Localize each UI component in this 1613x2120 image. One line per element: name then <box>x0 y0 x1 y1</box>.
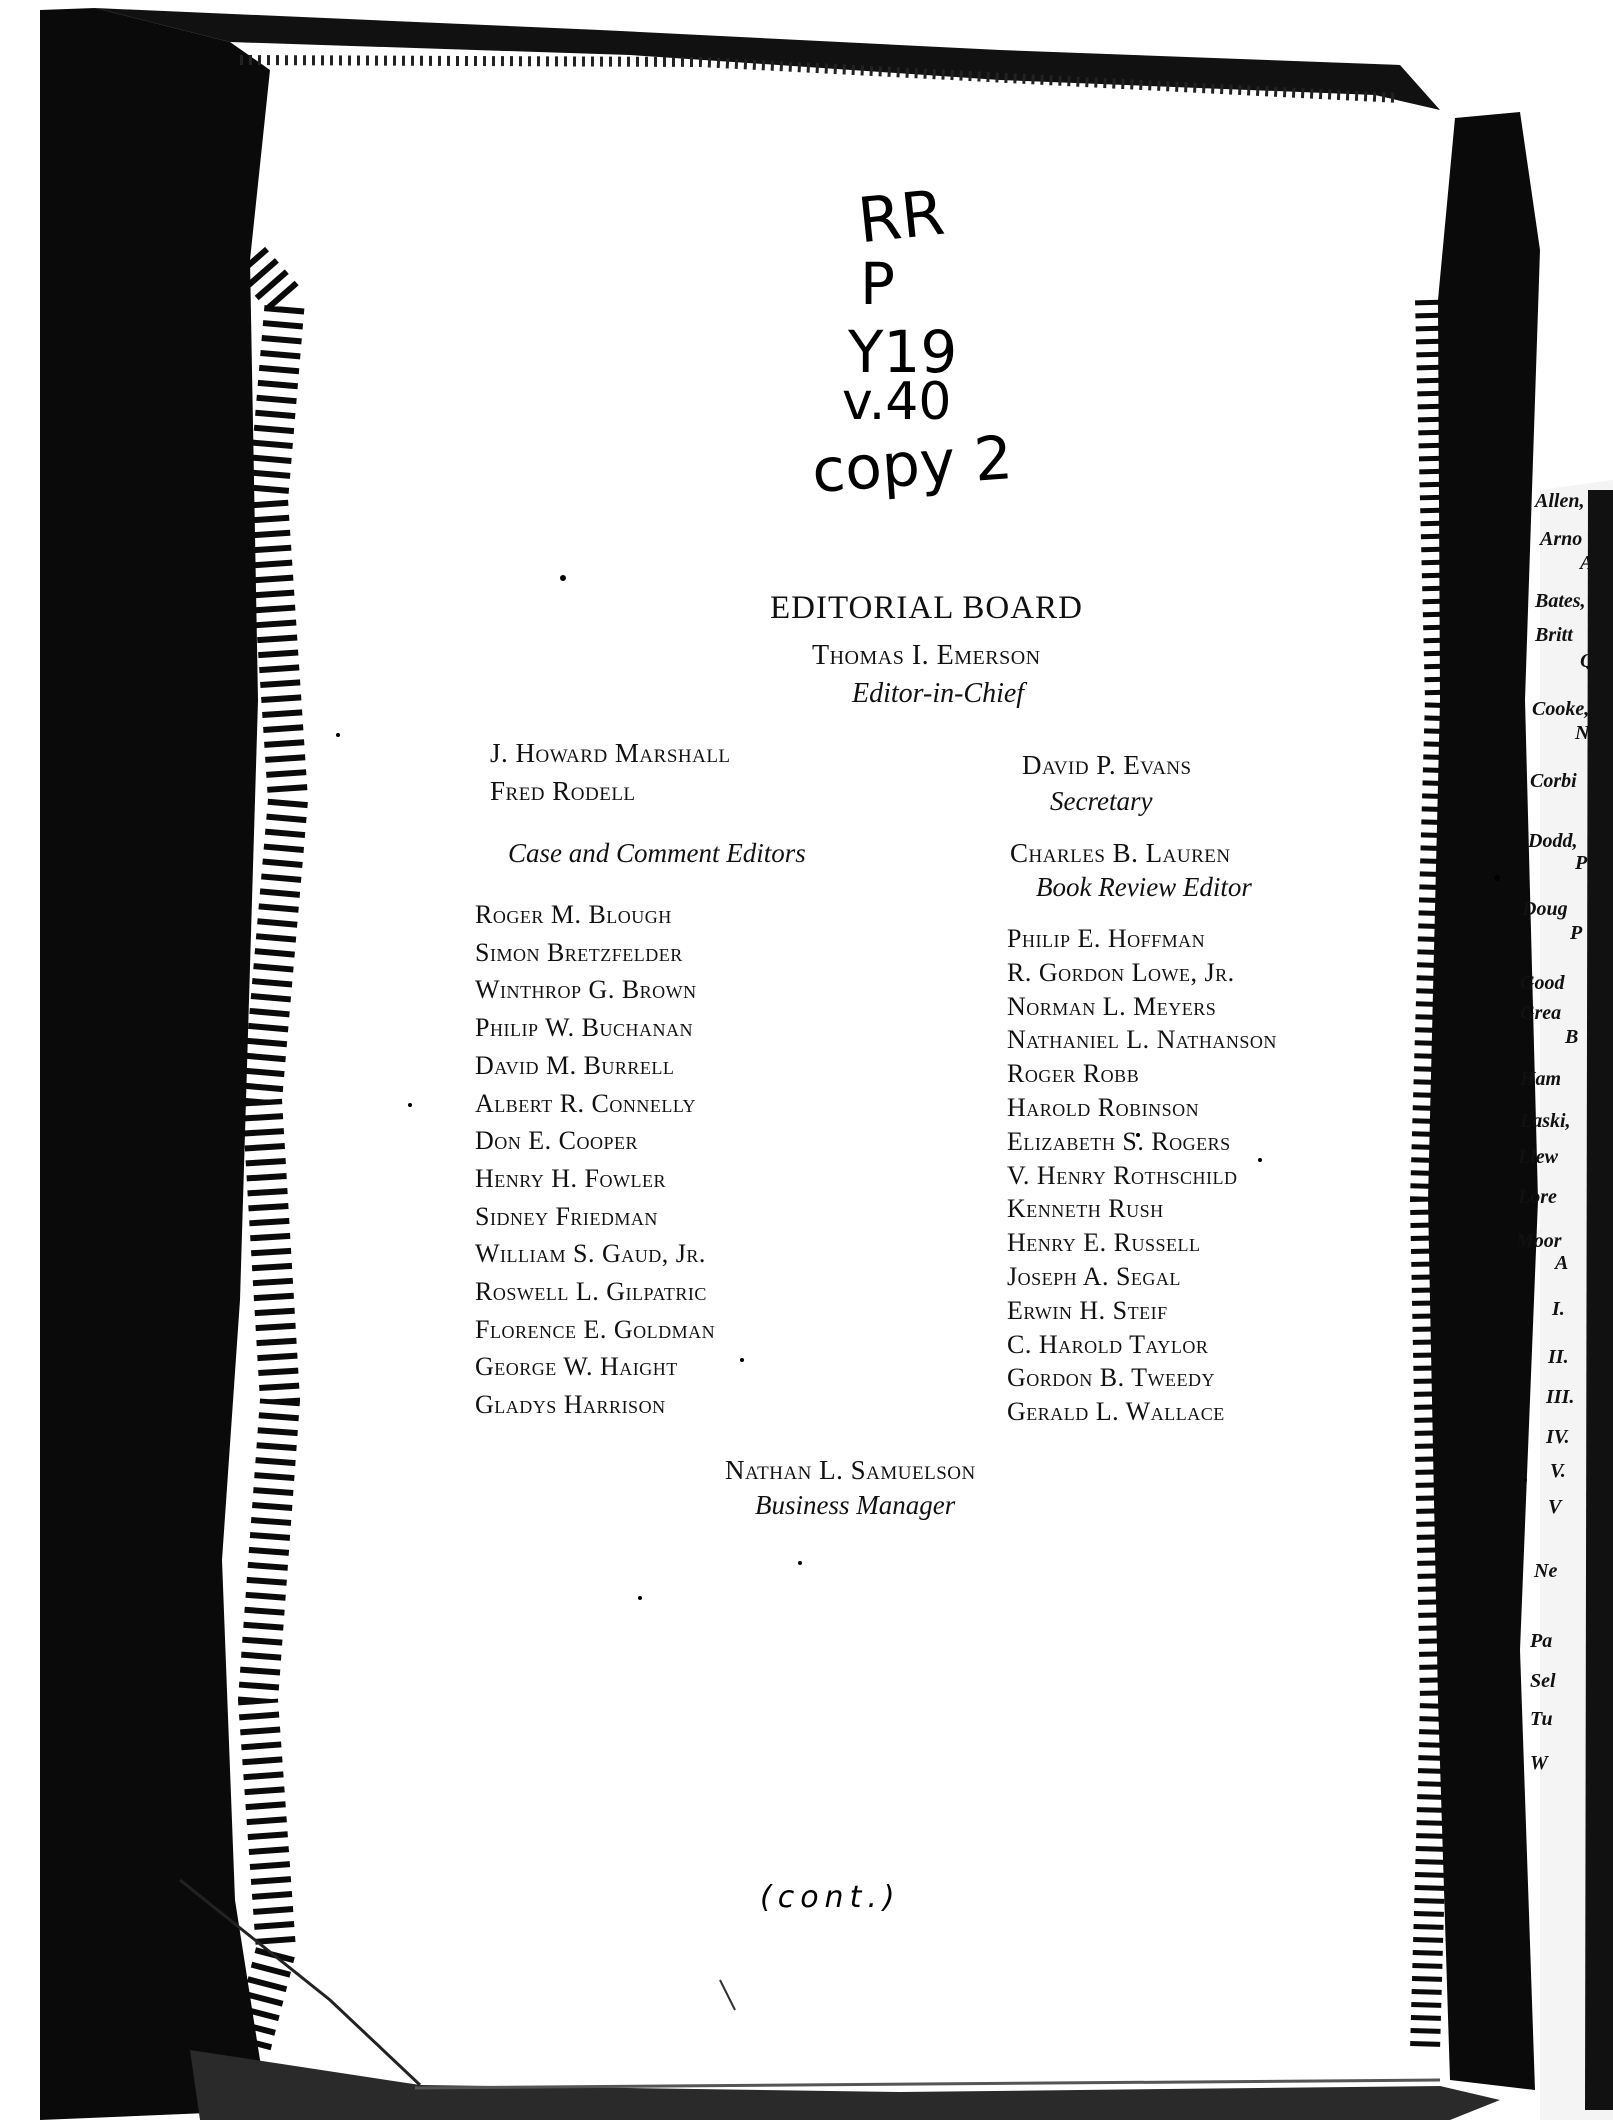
case-comment-editor-8: Henry H. Fowler <box>475 1163 667 1193</box>
adjacent-page-fragment: Moor <box>1516 1230 1562 1252</box>
adjacent-page-fragment: Corbi <box>1530 770 1577 792</box>
case-comment-editor-5: David M. Burrell <box>475 1050 675 1080</box>
adjacent-page-fragment: I. <box>1552 1298 1565 1320</box>
adjacent-page-fragment: IV. <box>1546 1426 1570 1448</box>
handwritten-call-number-line-2: P <box>860 250 895 318</box>
right-column-editor-12: Erwin H. Steif <box>1007 1295 1168 1325</box>
case-comment-editor-12: Florence E. Goldman <box>475 1314 716 1344</box>
adjacent-page-fragment: Ne <box>1534 1560 1558 1582</box>
adjacent-page-fragment: Allen, <box>1535 490 1585 512</box>
adjacent-page-fragment: B <box>1565 1026 1579 1048</box>
chief-name: Thomas I. Emerson <box>812 640 1041 671</box>
adjacent-page-fragment: Ham <box>1520 1068 1562 1090</box>
right-column-editor-8: V. Henry Rothschild <box>1007 1160 1238 1190</box>
handwritten-call-number-line-3: Y19 <box>848 318 958 386</box>
case-comment-editor-3: Winthrop G. Brown <box>475 975 697 1005</box>
right-column-editor-14: Gordon B. Tweedy <box>1007 1363 1216 1393</box>
adjacent-page-fragment: Bates, <box>1535 590 1586 612</box>
adjacent-page-fragment: Dodd, <box>1528 830 1578 852</box>
case-comment-editor-1: Roger M. Blough <box>475 900 672 929</box>
right-column-editor-15: Gerald L. Wallace <box>1007 1397 1225 1427</box>
book-review-name: Charles B. Lauren <box>1010 838 1231 868</box>
adjacent-page-fragment: Grea <box>1520 1002 1562 1024</box>
adjacent-page-fragment: Tu <box>1530 1708 1553 1730</box>
case-comment-editor-14: Gladys Harrison <box>475 1390 666 1420</box>
secretary-name: David P. Evans <box>1022 750 1192 780</box>
adjacent-page-fragment: P <box>1570 922 1583 944</box>
adjacent-page-fragment: V <box>1548 1496 1562 1518</box>
adjacent-page-fragment: Sel <box>1530 1670 1556 1692</box>
right-column-editor-1: Philip E. Hoffman <box>1007 924 1206 953</box>
case-comment-editor-7: Don E. Cooper <box>475 1126 639 1156</box>
right-column-editor-4: Nathaniel L. Nathanson <box>1007 1025 1277 1055</box>
board-title: EDITORIAL BOARD <box>770 590 1083 626</box>
adjacent-page-fragment: Pa <box>1530 1630 1553 1652</box>
adjacent-page-fragment: Laski, <box>1520 1110 1571 1132</box>
adjacent-page-fragment: Britt <box>1535 624 1573 646</box>
case-comment-editor-6: Albert R. Connelly <box>475 1088 697 1118</box>
right-column-editor-9: Kenneth Rush <box>1007 1194 1164 1224</box>
top-left-name-1: J. Howard Marshall <box>490 738 731 768</box>
right-column-editor-5: Roger Robb <box>1007 1059 1140 1089</box>
right-column-editor-7: Elizabeth S. Rogers <box>1007 1126 1231 1156</box>
adjacent-page-fragment: A <box>1555 1252 1569 1274</box>
handwritten-call-number-line-5: copy 2 <box>809 423 1015 507</box>
adjacent-page-fragment: Q <box>1580 650 1595 672</box>
business-manager-name: Nathan L. Samuelson <box>725 1455 976 1485</box>
right-column-editor-3: Norman L. Meyers <box>1007 991 1217 1021</box>
right-column-editor-10: Henry E. Russell <box>1007 1228 1201 1258</box>
top-left-name-2: Fred Rodell <box>490 776 636 806</box>
adjacent-page-fragment: Llew <box>1518 1146 1558 1168</box>
adjacent-page-fragment: W <box>1530 1752 1548 1774</box>
adjacent-page-fragment: Arno <box>1540 528 1583 550</box>
chief-role: Editor-in-Chief <box>852 678 1025 709</box>
case-comment-editor-11: Roswell L. Gilpatric <box>475 1277 707 1306</box>
adjacent-page-fragment: A <box>1580 552 1594 574</box>
adjacent-page-fragment: Cooke, <box>1532 698 1590 720</box>
adjacent-page-fragment: V. <box>1550 1460 1566 1482</box>
adjacent-page-fragment: Lore <box>1518 1186 1557 1208</box>
adjacent-page-fragment: Good <box>1520 972 1565 994</box>
case-comment-editor-10: William S. Gaud, Jr. <box>475 1239 706 1269</box>
book-review-role: Book Review Editor <box>1036 872 1252 902</box>
right-column-editor-2: R. Gordon Lowe, Jr. <box>1007 957 1235 987</box>
case-comment-editor-13: George W. Haight <box>475 1352 678 1382</box>
handwritten-call-number-line-1: RR <box>854 175 948 258</box>
right-column-editor-13: C. Harold Taylor <box>1007 1329 1209 1359</box>
case-comment-editor-2: Simon Bretzfelder <box>475 937 683 967</box>
case-comment-editor-4: Philip W. Buchanan <box>475 1013 693 1043</box>
case-comment-heading: Case and Comment Editors <box>508 838 806 868</box>
right-column-editor-6: Harold Robinson <box>1007 1093 1200 1122</box>
right-column-editor-11: Joseph A. Segal <box>1007 1262 1181 1291</box>
adjacent-page-fragment: N <box>1575 722 1590 744</box>
business-manager-role: Business Manager <box>755 1490 956 1520</box>
adjacent-page-fragment: II. <box>1548 1346 1569 1368</box>
secretary-role: Secretary <box>1050 786 1153 816</box>
case-comment-editor-9: Sidney Friedman <box>475 1201 658 1231</box>
adjacent-page-fragment: P <box>1575 852 1588 874</box>
adjacent-page-fragment: Doug <box>1522 898 1568 920</box>
handwritten-continued-note: (cont.) <box>760 1880 901 1915</box>
adjacent-page-fragment: III. <box>1546 1386 1575 1408</box>
handwritten-call-number-line-4: v.40 <box>842 372 952 432</box>
